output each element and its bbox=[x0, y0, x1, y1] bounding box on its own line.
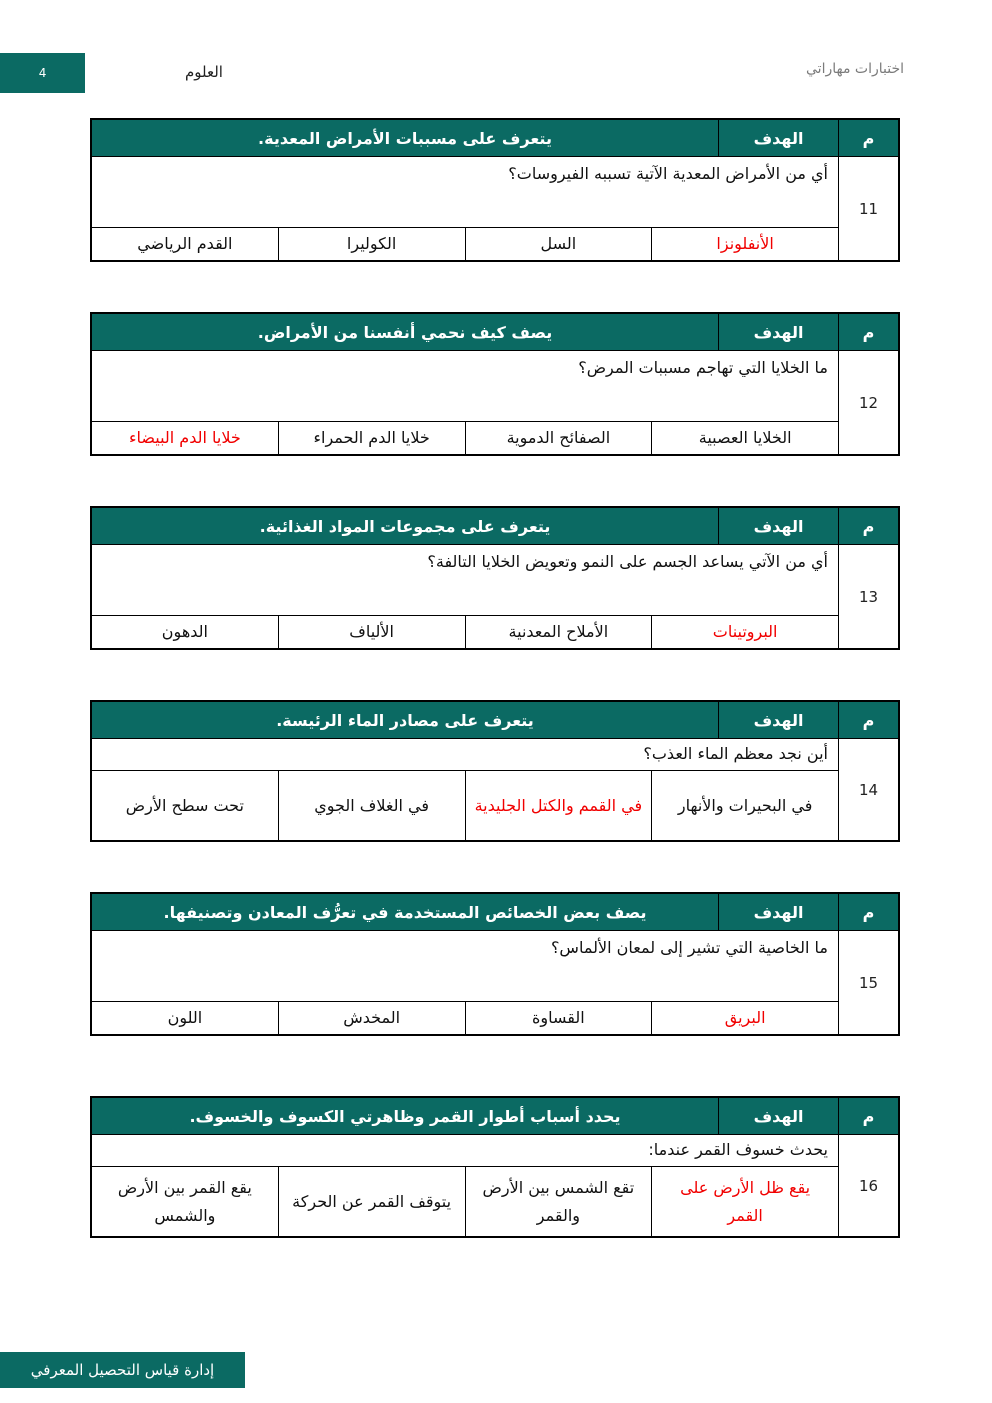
question-text: أي من الآتي يساعد الجسم على النمو وتعويض الخلايا التالفة؟ bbox=[92, 545, 838, 616]
question-table bbox=[90, 312, 900, 456]
page-number: 4 bbox=[38, 66, 47, 80]
answers-row bbox=[92, 616, 838, 648]
answer-option: القساوة bbox=[465, 1002, 652, 1034]
table-body bbox=[92, 157, 898, 260]
goal-column-header: الهدف bbox=[718, 702, 838, 738]
answer-option: في البحيرات والأنهار bbox=[651, 771, 838, 840]
table-header-row bbox=[92, 1098, 898, 1135]
questions bbox=[90, 118, 900, 1288]
answer-option: الخلايا العصبية bbox=[651, 422, 838, 454]
answer-option: القدم الرياضي bbox=[137, 234, 233, 254]
answers-row bbox=[92, 771, 838, 840]
answer-option: تقع الشمس بين الأرض والقمر bbox=[465, 1167, 652, 1236]
question-area bbox=[92, 157, 838, 260]
question-number: 11 bbox=[838, 157, 898, 260]
table-header-row bbox=[92, 894, 898, 931]
answer-option: الأملاح المعدنية bbox=[465, 616, 652, 648]
question-area bbox=[92, 739, 838, 840]
answer-option: الصفائح الدموية bbox=[465, 422, 652, 454]
answer-option: يقع القمر بين الأرض والشمس bbox=[117, 1178, 252, 1225]
question-area bbox=[92, 351, 838, 454]
answer-option-correct: البريق bbox=[651, 1002, 838, 1034]
question-number: 16 bbox=[838, 1135, 898, 1236]
question-number: 14 bbox=[838, 739, 898, 840]
goal-column-header: الهدف bbox=[718, 894, 838, 930]
goal-column-header: الهدف bbox=[718, 508, 838, 544]
m-column-header: م bbox=[838, 314, 898, 350]
question-text: ما الخاصية التي تشير إلى لمعان الألماس؟ bbox=[92, 931, 838, 1002]
answers-row bbox=[92, 1167, 838, 1236]
objective-text: يتعرف على مجموعات المواد الغذائية. bbox=[259, 516, 551, 536]
question-number: 12 bbox=[838, 351, 898, 454]
table-body bbox=[92, 351, 898, 454]
question-table bbox=[90, 506, 900, 650]
answer-option: المخدش bbox=[278, 1002, 465, 1034]
answer-option: خلايا الدم الحمراء bbox=[278, 422, 465, 454]
question-area bbox=[92, 545, 838, 648]
objective-text: يتعرف على مسببات الأمراض المعدية. bbox=[258, 128, 552, 148]
answer-option: اللون bbox=[167, 1008, 203, 1028]
question-text: ما الخلايا التي تهاجم مسببات المرض؟ bbox=[92, 351, 838, 422]
objective-text: يصف كيف نحمي أنفسنا من الأمراض. bbox=[257, 322, 553, 342]
answer-option-correct: الأنفلونزا bbox=[651, 228, 838, 260]
question-area bbox=[92, 931, 838, 1034]
subject-label: العلوم bbox=[185, 63, 223, 81]
answer-option: في الغلاف الجوي bbox=[278, 771, 465, 840]
question-number: 15 bbox=[838, 931, 898, 1034]
footer-badge bbox=[0, 1352, 245, 1388]
page-number-badge bbox=[0, 53, 85, 93]
answer-option: السل bbox=[465, 228, 652, 260]
answer-option-correct: خلايا الدم البيضاء bbox=[128, 428, 241, 448]
table-body bbox=[92, 545, 898, 648]
question-number: 13 bbox=[838, 545, 898, 648]
question-area bbox=[92, 1135, 838, 1236]
m-column-header: م bbox=[838, 508, 898, 544]
objective-text: يحدد أسباب أطوار القمر وظاهرتي الكسوف والخسوف. bbox=[189, 1106, 621, 1126]
m-column-header: م bbox=[838, 894, 898, 930]
table-body bbox=[92, 739, 898, 840]
table-body bbox=[92, 1135, 898, 1236]
answer-option-correct: يقع ظل الأرض على القمر bbox=[651, 1167, 838, 1236]
objective-text: يتعرف على مصادر الماء الرئيسة. bbox=[276, 710, 534, 730]
answer-option: تحت سطح الأرض bbox=[125, 795, 244, 815]
answers-row bbox=[92, 228, 838, 260]
question-text: يحدث خسوف القمر عندما: bbox=[92, 1135, 838, 1167]
question-text: أي من الأمراض المعدية الآتية تسببه الفيروسات؟ bbox=[92, 157, 838, 228]
m-column-header: م bbox=[838, 120, 898, 156]
table-header-row bbox=[92, 314, 898, 351]
table-header-row bbox=[92, 508, 898, 545]
goal-column-header: الهدف bbox=[718, 120, 838, 156]
question-text: أين نجد معظم الماء العذب؟ bbox=[92, 739, 838, 771]
answers-row bbox=[92, 422, 838, 454]
answers-row bbox=[92, 1002, 838, 1034]
m-column-header: م bbox=[838, 1098, 898, 1134]
answer-option: يتوقف القمر عن الحركة bbox=[278, 1167, 465, 1236]
m-column-header: م bbox=[838, 702, 898, 738]
answer-option-correct: في القمم والكتل الجليدية bbox=[465, 771, 652, 840]
document-title: اختبارات مهاراتي bbox=[806, 61, 904, 77]
table-body bbox=[92, 931, 898, 1034]
answer-option: الألياف bbox=[278, 616, 465, 648]
table-header-row bbox=[92, 120, 898, 157]
goal-column-header: الهدف bbox=[718, 314, 838, 350]
answer-option-correct: البروتينات bbox=[651, 616, 838, 648]
answer-option: الكوليرا bbox=[278, 228, 465, 260]
question-table bbox=[90, 892, 900, 1036]
table-header-row bbox=[92, 702, 898, 739]
answer-option: الدهون bbox=[161, 622, 208, 642]
question-table bbox=[90, 700, 900, 842]
objective-text: يصف بعض الخصائص المستخدمة في تعرُّف المعادن وتصنيفها. bbox=[163, 902, 647, 922]
goal-column-header: الهدف bbox=[718, 1098, 838, 1134]
footer-text: إدارة قياس التحصيل المعرفي bbox=[30, 1361, 215, 1379]
question-table bbox=[90, 1096, 900, 1238]
question-table bbox=[90, 118, 900, 262]
